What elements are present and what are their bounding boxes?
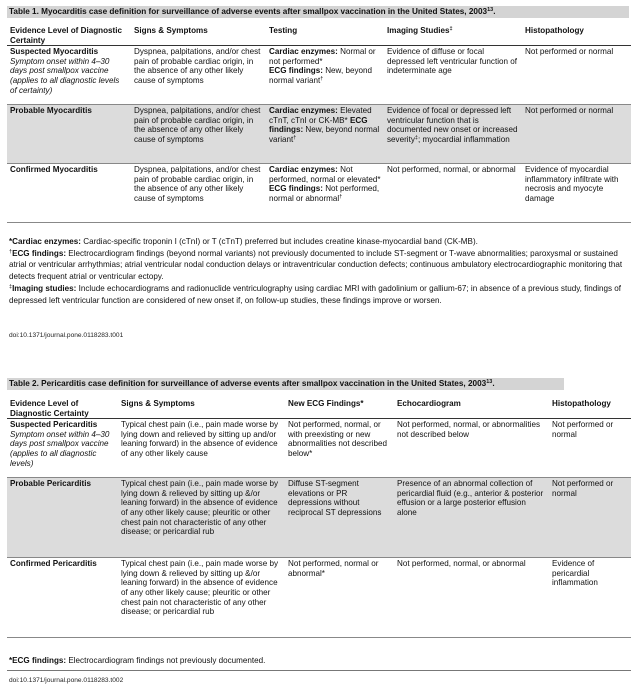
histopathology-cell: Not performed or normal [549,419,631,478]
imaging-cell: Evidence of diffuse or focal depressed left ventricular function of indeterminate age [384,46,522,105]
level-cell: Probable Pericarditis [7,478,118,558]
footnote: †ECG findings: Electrocardiogram findings (beyond normal variants) not previously documented to include ST-segment or T-wave abnormalities; paroxysmal or sustained atrial or ventricular arrhythmias; atrial ventricular nodal conduction delays or intraventricular conduction defects; continuous ambulatory electrocardiographic monitoring that detects frequent atrial or ventricular ectopy. [9,248,623,282]
table-row [7,558,631,638]
signs-cell: Dyspnea, palpitations, and/or chest pain of probable cardiac origin, in the absence of any other likely cause of symptoms [131,46,266,105]
table1-header-level: Evidence Level of Diagnostic Certainty [7,24,131,46]
table-row [7,105,631,164]
table2-header-histopathology: Histopathology [549,397,631,419]
signs-cell: Dyspnea, palpitations, and/or chest pain of probable cardiac origin, in the absence of any other likely cause of symptoms [131,105,266,164]
table2-footnotes [9,655,629,667]
table1 [7,24,631,223]
table1-header-testing: Testing [266,24,384,46]
level-cell: Suspected Myocarditis Symptom onset within 4–30 days post smallpox vaccine (applies to all diagnostic levels of certainty) [7,46,131,105]
footnote: *Cardiac enzymes: Cardiac-specific troponin I (cTnI) or T (cTnT) preferred but includes creatine kinase-myocardial band (CK-MB). [9,237,478,246]
table2-header-ecg: New ECG Findings* [285,397,394,419]
table-row [7,46,631,105]
level-cell: Confirmed Myocarditis [7,164,131,223]
histopathology-cell: Not performed or normal [522,105,631,164]
signs-cell: Typical chest pain (i.e., pain made worse by lying down & relieved by sitting up &/or leaning forward) in the absence of evidence of any other likely cause; pleuritic or other chest pain not characteristic of any other disease; or pericardial rub [118,558,285,638]
table1-doi: doi:10.1371/journal.pone.0118283.t001 [9,332,124,339]
table1-header-signs: Signs & Symptoms [131,24,266,46]
table2-header-level: Evidence Level of Diagnostic Certainty [7,397,118,419]
table1-header-row [7,24,631,46]
histopathology-cell: Not performed or normal [522,46,631,105]
table1-caption: Table 1. Myocarditis case definition for surveillance of adverse events after smallpox vaccination in the United States, 2003$^{13}$. [7,6,629,18]
echocardiogram-cell: Not performed, normal, or abnormalities not described below [394,419,549,478]
signs-cell: Typical chest pain (i.e., pain made worse by lying down and relieved by sitting up and/or leaning forward) in the absence of evidence of any other likely cause [118,419,285,478]
ecg-cell: Not performed, normal, or with preexisting or new abnormalities not described below* [285,419,394,478]
testing-cell: Cardiac enzymes: Normal or not performed* ECG findings: New, beyond normal variant† [266,46,384,105]
testing-cell: Cardiac enzymes: Elevated cTnT, cTnI or CK-MB* ECG findings: New, beyond normal variant† [266,105,384,164]
echocardiogram-cell: Presence of an abnormal collection of pericardial fluid (e.g., anterior & posterior effusion or a large posterior effusion alone [394,478,549,558]
imaging-cell: Evidence of focal or depressed left ventricular function that is documented new onset or increased severity‡; myocardial inflammation [384,105,522,164]
footnote: ‡Imaging studies: Include echocardiograms and radionuclide ventriculography using cardiac MRI with gadolinium or gallium-67; in absence of a previous study, findings of depressed left ventricular function are considered of new onset if, on follow-up studies, these findings improve or worsen. [9,283,622,305]
table2-header-echocardiogram: Echocardiogram [394,397,549,419]
table2-doi: doi:10.1371/journal.pone.0118283.t002 [9,677,124,684]
table-row [7,478,631,558]
table2 [7,397,631,638]
table2-header-signs: Signs & Symptoms [118,397,285,419]
table2-header-row [7,397,631,419]
imaging-cell: Not performed, normal, or abnormal [384,164,522,223]
ecg-cell: Not performed, normal or abnormal* [285,558,394,638]
signs-cell: Typical chest pain (i.e., pain made worse by lying down & relieved by sitting up &/or leaning forward) in the absence of evidence of any other likely cause; pleuritic or other chest pain not characteristic of any other disease; or pericardial rub [118,478,285,558]
footnote: *ECG findings: Electrocardiogram findings not previously documented. [9,656,266,665]
table-row [7,164,631,223]
histopathology-cell: Evidence of myocardial inflammatory infiltrate with necrosis and myocyte damage [522,164,631,223]
signs-cell: Dyspnea, palpitations, and/or chest pain of probable cardiac origin, in the absence of any other likely cause of symptoms [131,164,266,223]
table1-header-histopathology: Histopathology [522,24,631,46]
testing-cell: Cardiac enzymes: Not performed, normal or elevated* ECG findings: Not performed, normal or abnormal† [266,164,384,223]
level-cell: Probable Myocarditis [7,105,131,164]
table2-bottom-rule [7,670,631,671]
table1-header-imaging: Imaging Studies‡ [384,24,522,46]
table2-caption: Table 2. Pericarditis case definition for surveillance of adverse events after smallpox vaccination in the United States, 2003$^{13}$. [7,378,564,390]
level-cell: Suspected Pericarditis Symptom onset within 4–30 days post smallpox vaccine (applies to all diagnostic levels) [7,419,118,478]
table-row [7,419,631,478]
table1-footnotes [9,236,629,306]
histopathology-cell: Evidence of pericardial inflammation [549,558,631,638]
ecg-cell: Diffuse ST-segment elevations or PR depressions without reciprocal ST depressions [285,478,394,558]
level-cell: Confirmed Pericarditis [7,558,118,638]
echocardiogram-cell: Not performed, normal, or abnormal [394,558,549,638]
histopathology-cell: Not performed or normal [549,478,631,558]
